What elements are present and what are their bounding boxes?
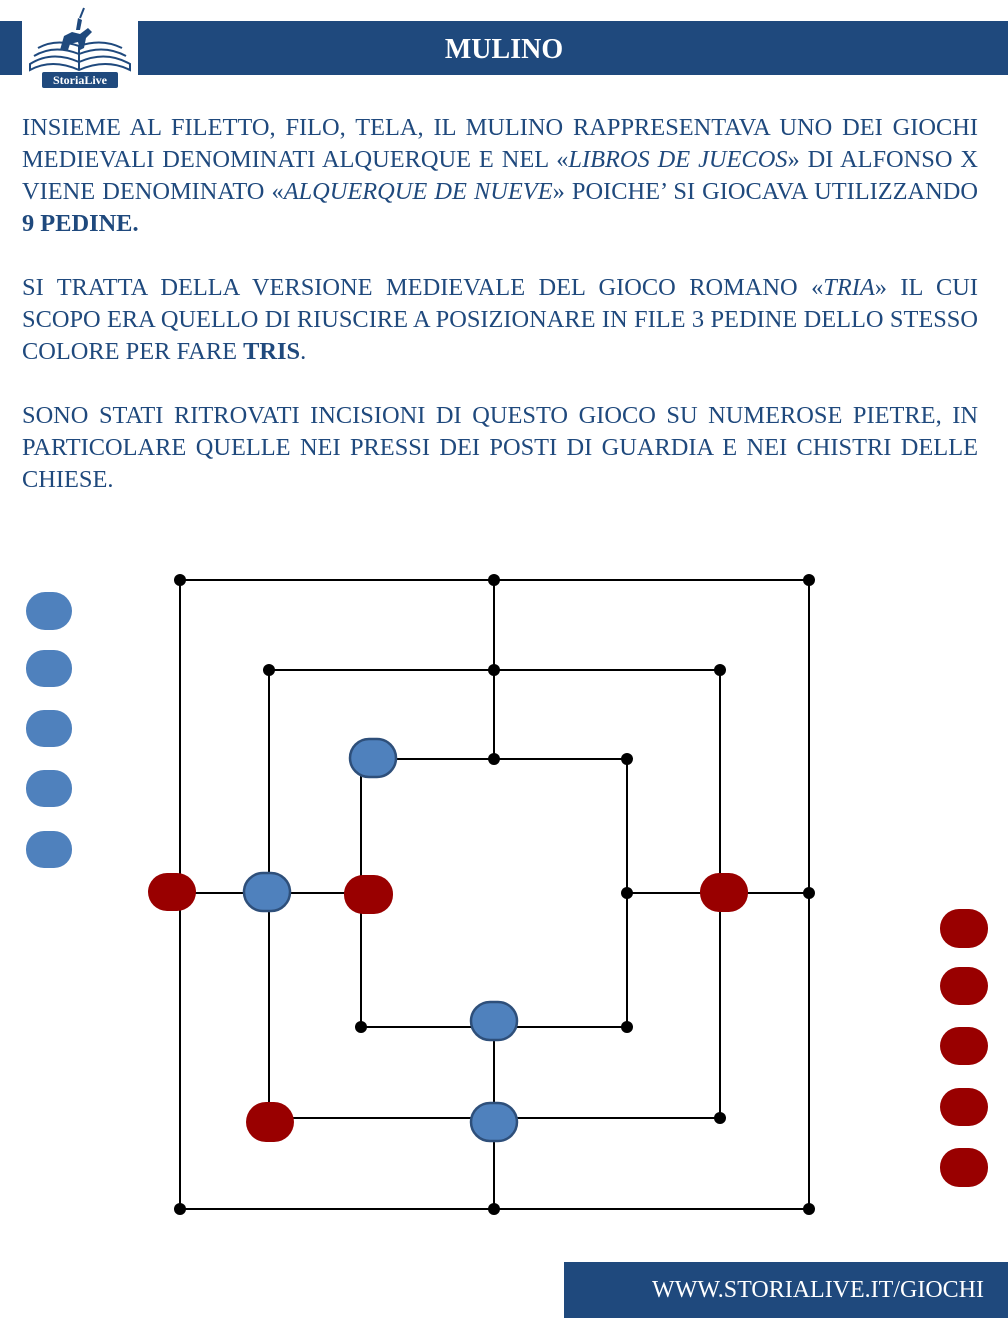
point[interactable]	[174, 574, 186, 586]
page-title: MULINO	[444, 34, 564, 65]
blue-piece[interactable]	[471, 1103, 517, 1141]
point[interactable]	[174, 1203, 186, 1215]
blue-reserve-piece[interactable]	[26, 650, 72, 687]
red-piece[interactable]	[148, 873, 196, 911]
point[interactable]	[355, 1021, 367, 1033]
red-reserve	[940, 909, 988, 1187]
website-link[interactable]: WWW.STORIALIVE.IT/GIOCHI	[652, 1277, 984, 1303]
paragraph-2: SI TRATTA DELLA VERSIONE MEDIEVALE DEL GIOCO ROMANO «TRIA» IL CUI SCOPO ERA QUELLO DI RIUSCIRE A POSIZIONARE IN FILE 3 PEDINE DELLO STESSO COLORE PER FARE TRIS.	[22, 274, 978, 365]
point[interactable]	[714, 1112, 726, 1124]
point[interactable]	[488, 574, 500, 586]
blue-piece[interactable]	[244, 873, 290, 911]
red-piece[interactable]	[246, 1102, 294, 1142]
point[interactable]	[714, 664, 726, 676]
point[interactable]	[488, 1203, 500, 1215]
inner-square	[361, 759, 627, 1027]
point[interactable]	[803, 887, 815, 899]
blue-piece[interactable]	[350, 739, 396, 777]
blue-reserve-piece[interactable]	[26, 592, 72, 630]
paragraph-3: SONO STATI RITROVATI INCISIONI DI QUESTO GIOCO SU NUMEROSE PIETRE, IN PARTICOLARE QUELLE NEI PRESSI DEI POSTI DI GUARDIA E NEI CHISTRI DELLE CHIESE.	[22, 402, 978, 493]
red-reserve-piece[interactable]	[940, 1088, 988, 1126]
point[interactable]	[488, 664, 500, 676]
point[interactable]	[488, 753, 500, 765]
red-piece[interactable]	[344, 875, 393, 914]
blue-reserve	[26, 592, 72, 868]
red-reserve-piece[interactable]	[940, 1148, 988, 1187]
point[interactable]	[263, 664, 275, 676]
red-pieces-on-board	[148, 873, 748, 1142]
blue-pieces-on-board	[244, 739, 517, 1141]
blue-reserve-piece[interactable]	[26, 831, 72, 868]
paragraph-1: INSIEME AL FILETTO, FILO, TELA, IL MULINO RAPPRESENTAVA UNO DEI GIOCHI MEDIEVALI DENOMINATI ALQUERQUE E NEL «LIBROS DE JUECOS» DI ALFONSO X VIENE DENOMINATO «ALQUERQUE DE NUEVE» POICHE’ SI GIOCAVA UTILIZZANDO 9 PEDINE.	[22, 114, 979, 237]
red-reserve-piece[interactable]	[940, 967, 988, 1005]
point[interactable]	[803, 574, 815, 586]
logo-text: StoriaLive	[53, 73, 107, 87]
point[interactable]	[621, 753, 633, 765]
point[interactable]	[621, 1021, 633, 1033]
red-piece[interactable]	[700, 873, 748, 912]
red-reserve-piece[interactable]	[940, 1027, 988, 1065]
blue-reserve-piece[interactable]	[26, 710, 72, 747]
blue-reserve-piece[interactable]	[26, 770, 72, 807]
point[interactable]	[803, 1203, 815, 1215]
red-reserve-piece[interactable]	[940, 909, 988, 948]
point[interactable]	[621, 887, 633, 899]
blue-piece[interactable]	[471, 1002, 517, 1040]
